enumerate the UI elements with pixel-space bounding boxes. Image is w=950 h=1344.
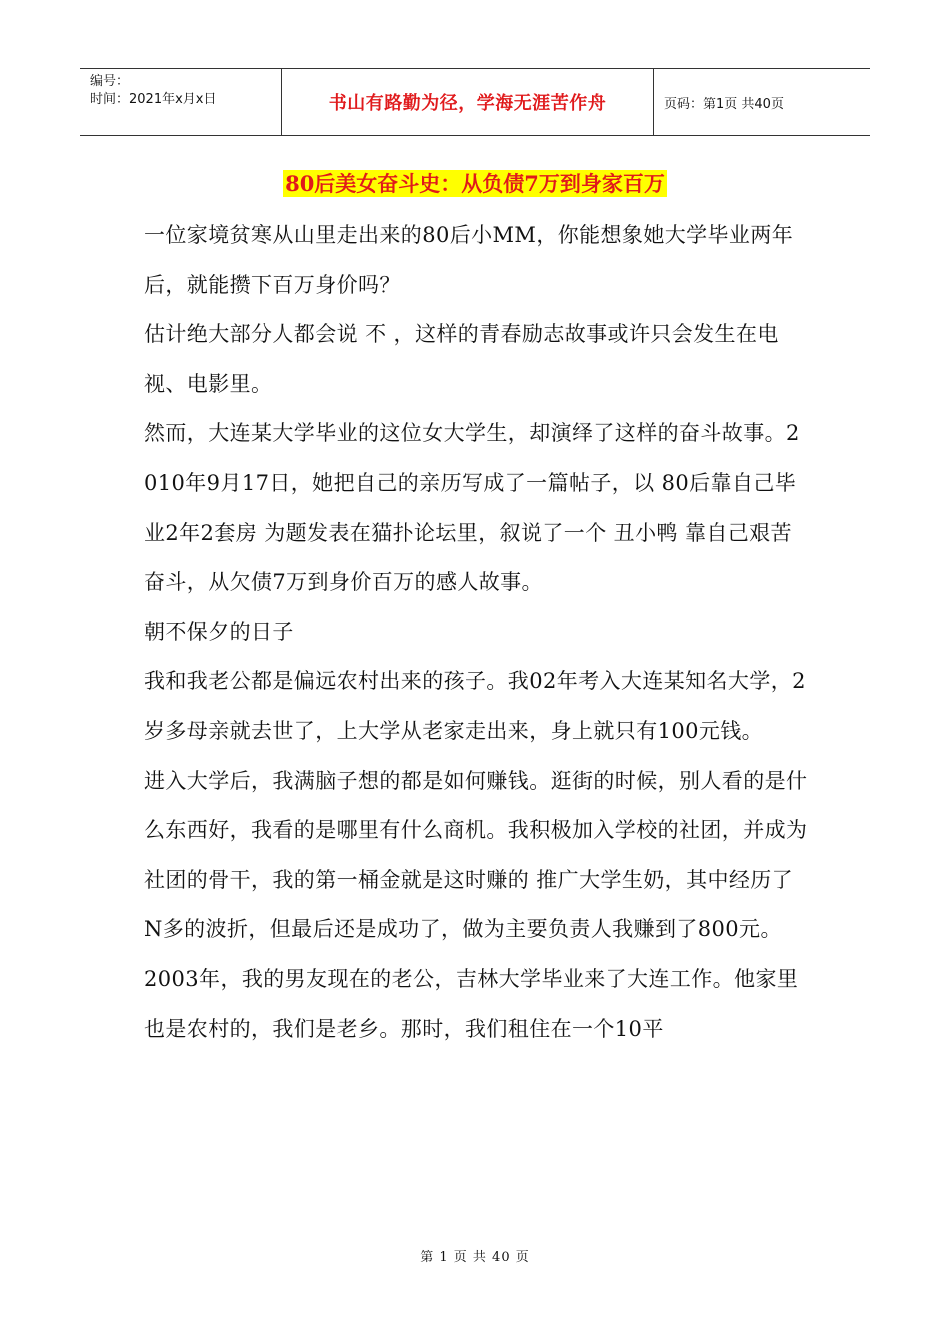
document-title: [0, 170, 950, 198]
page-header: [80, 68, 870, 136]
header-meta: [80, 69, 282, 135]
document-date: 时间：2021年x月x日: [90, 92, 217, 107]
page-footer: 第 1 页 共 40 页: [420, 1250, 530, 1265]
document-title-text: 80后美女奋斗史：从负债7万到身家百万: [285, 171, 665, 196]
paragraph: 进入大学后，我满脑子想的都是如何赚钱。逛街的时候，别人看的是什么东西好，我看的是哪里有什么商机。我积极加入学校的社团，并成为社团的骨干，我的第一桶金就是这时赚的 推广大学生奶，其中经历了N多的波折，但最后还是成功了，做为主要负责人我赚到了800元。: [144, 768, 808, 942]
paragraph: 2003年，我的男友现在的老公，吉林大学毕业来了大连工作。他家里也是农村的，我们是老乡。那时，我们租住在一个10平: [144, 966, 799, 1041]
paragraph: 然而，大连某大学毕业的这位女大学生，却演绎了这样的奋斗故事。2010年9月17日，她把自己的亲历写成了一篇帖子，以 80后靠自己毕业2年2套房 为题发表在猫扑论坛里，叙说了一个 丑小鸭 靠自己艰苦奋斗，从欠债7万到身价百万的感人故事。: [144, 421, 800, 595]
header-motto: 书山有路勤为径，学海无涯苦作舟: [282, 69, 654, 135]
header-page-info: 页码：第1页 共40页: [664, 96, 784, 112]
paragraph: 估计绝大部分人都会说 不 ，这样的青春励志故事或许只会发生在电视、电影里。: [144, 322, 779, 396]
paragraph: 一位家境贫寒从山里走出来的80后小MM，你能想象她大学毕业两年后，就能攒下百万身价吗？: [144, 223, 794, 297]
document-body: [144, 211, 808, 1054]
document-number-label: 编号：: [90, 74, 130, 89]
section-heading: 朝不保夕的日子: [144, 619, 294, 644]
paragraph: 我和我老公都是偏远农村出来的孩子。我02年考入大连某知名大学，2岁多母亲就去世了，上大学从老家走出来，身上就只有100元钱。: [144, 669, 806, 743]
